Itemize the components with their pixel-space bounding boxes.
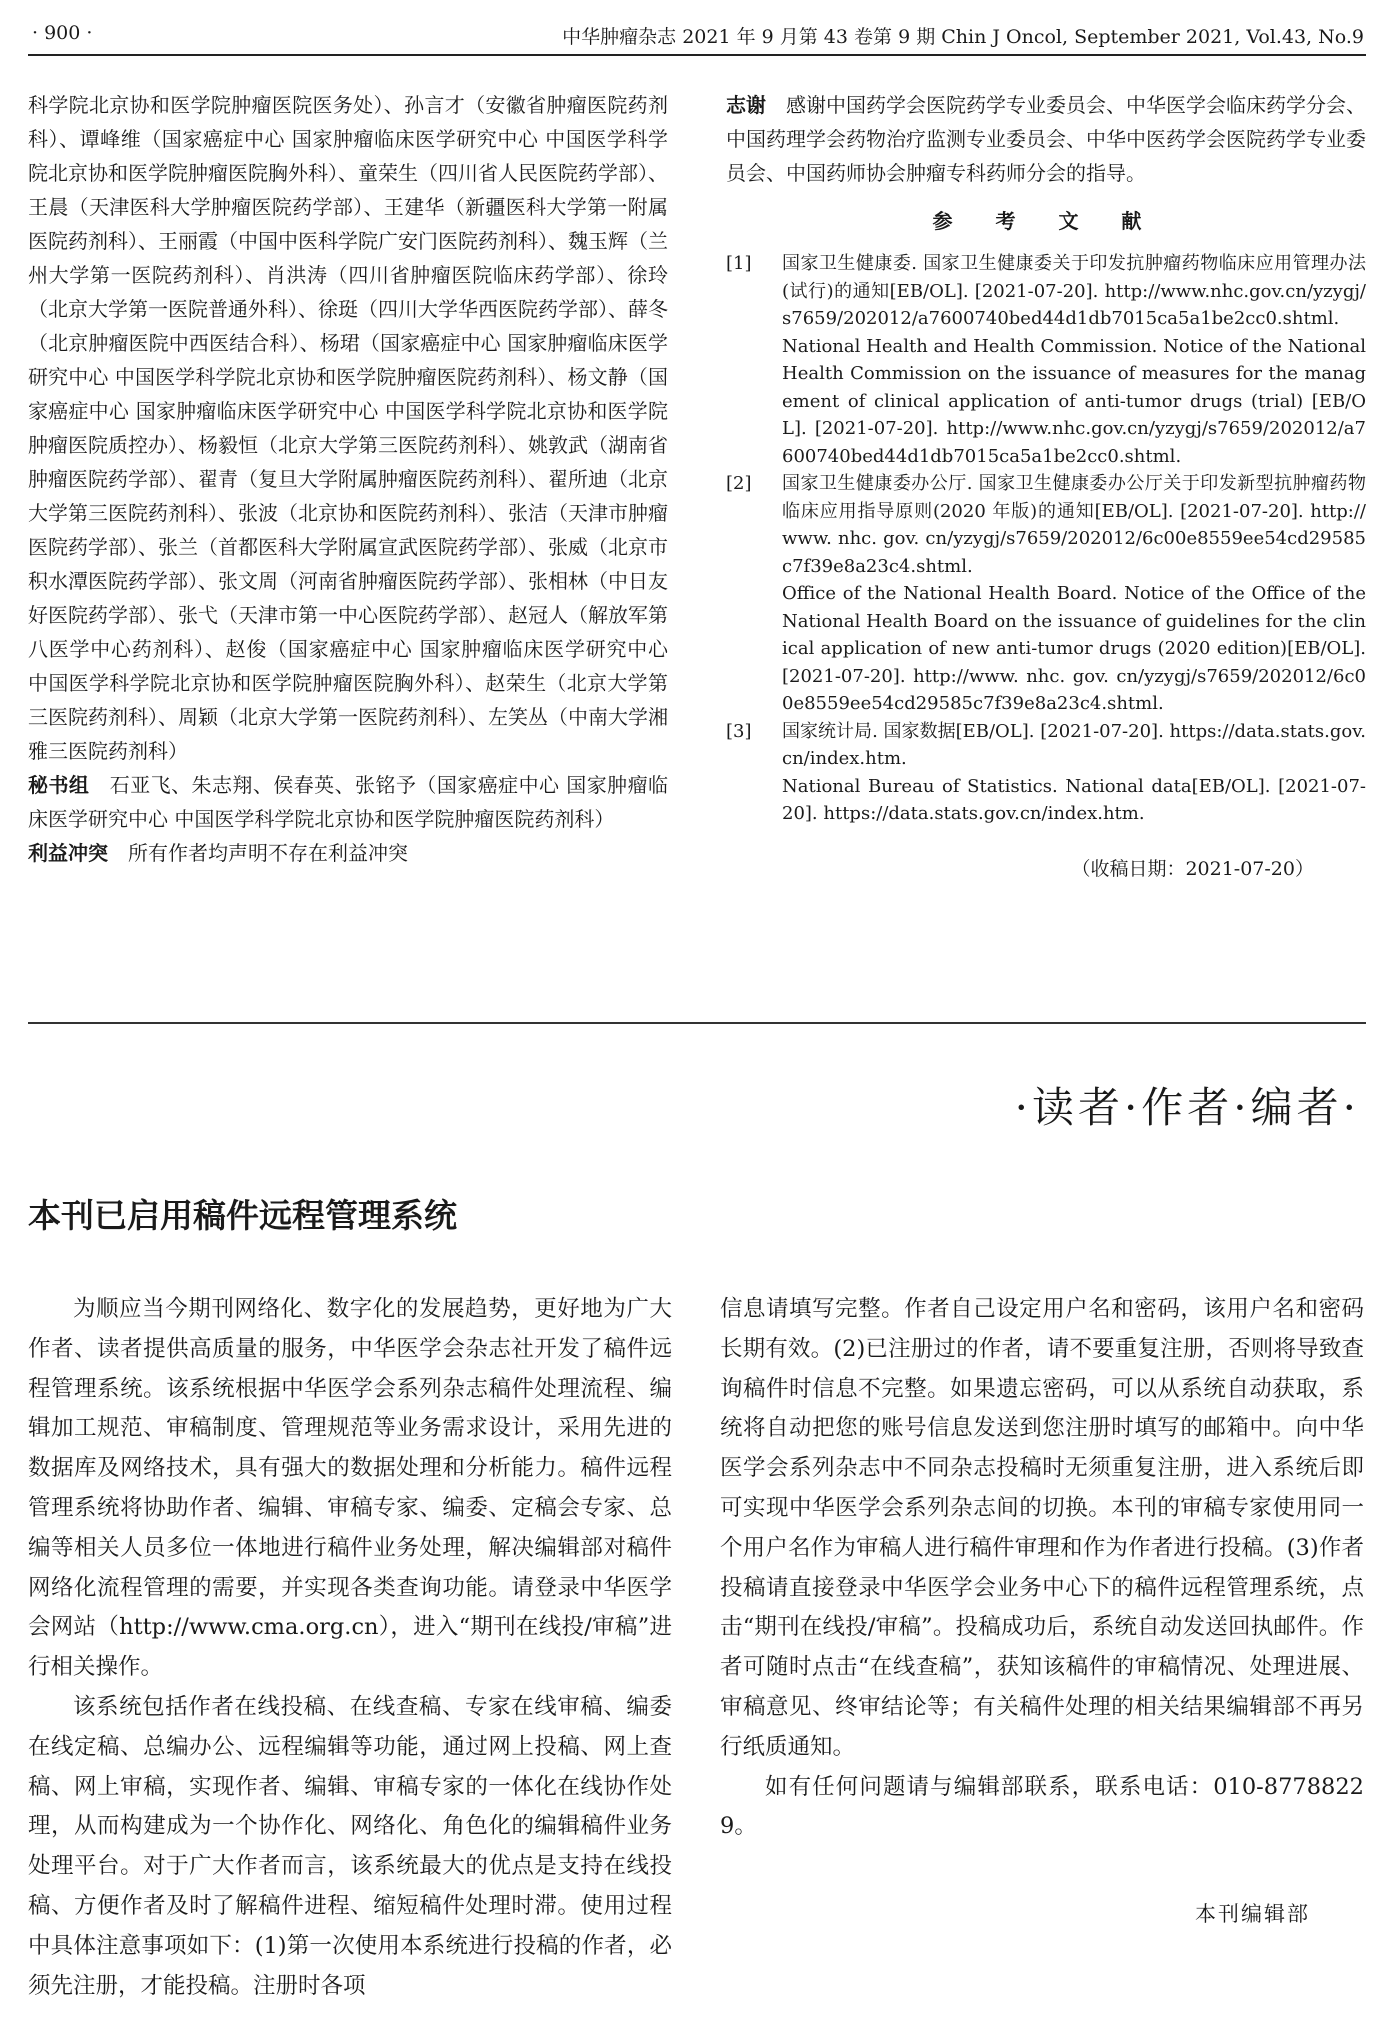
secretary-group bbox=[28, 768, 668, 836]
journal-header: 中华肿瘤杂志 2021 年 9 月第 43 卷第 9 期 Chin J Oncol, September 2021, Vol.43, No.9 bbox=[562, 26, 1364, 48]
reference-text-en: National Bureau of Statistics. National data[EB/OL]. [2021-07-20]. https://data.stats.gov.cn/index.htm. bbox=[782, 775, 1366, 824]
reference-item bbox=[726, 718, 1366, 828]
reference-number: [3] bbox=[726, 720, 752, 742]
conflict-statement bbox=[28, 836, 668, 870]
reference-number: [2] bbox=[726, 473, 752, 494]
acknowledgement bbox=[726, 88, 1366, 190]
ack-label: 志谢 bbox=[726, 93, 766, 117]
editorial-signature: 本刊编辑部 bbox=[1195, 1902, 1310, 1927]
reference-text-en: Office of the National Health Board. Notice of the Office of the National Health Board on the issuance of guidelines for the clinical application of new anti-tumor drugs (2020 edition)[EB/OL]. [2021-07-20]. http://www. nhc. gov. cn/yzygj/s7659/202012/6c00e8559ee54cd29585c7f39e8a23c4.shtml. bbox=[782, 583, 1366, 714]
header-rule bbox=[28, 54, 1366, 56]
article-left-column bbox=[28, 1290, 672, 2006]
article-paragraph: 为顺应当今期刊网络化、数字化的发展趋势，更好地为广大作者、读者提供高质量的服务，中华医学会杂志社开发了稿件远程管理系统。该系统根据中华医学会系列杂志稿件处理流程、编辑加工规范、审稿制度、管理规范等业务需求设计，采用先进的数据库及网络技术，具有强大的数据处理和分析能力。稿件远程管理系统将协助作者、编辑、审稿专家、编委、定稿会专家、总编等相关人员多位一体地进行稿件业务处理，解决编辑部对稿件网络化流程管理的需要，并实现各类查询功能。请登录中华医学会网站（http://www.cma.org.cn），进入“期刊在线投/审稿”进行相关操作。 bbox=[28, 1296, 672, 1681]
article-title: 本刊已启用稿件远程管理系统 bbox=[28, 1196, 457, 1235]
reference-item bbox=[726, 250, 1366, 470]
article-right-column bbox=[720, 1290, 1364, 1935]
reference-number: [1] bbox=[726, 253, 752, 274]
section-label: ·读者·作者·编者· bbox=[1014, 1083, 1360, 1132]
article-paragraph: 信息请填写完整。作者自己设定用户名和密码，该用户名和密码长期有效。(2)已注册过的作者，请不要重复注册，否则将导致查询稿件时信息不完整。如果遗忘密码，可以从系统自动获取，系统将自动把您的账号信息发送到您注册时填写的邮箱中。向中华医学会系列杂志中不同杂志投稿时无须重复注册，进入系统后即可实现中华医学会系列杂志间的切换。本刊的审稿专家使用同一个用户名作为审稿人进行稿件审理和作为作者进行投稿。(3)作者投稿请直接登录中华医学会业务中心下的稿件远程管理系统，点击“期刊在线投/审稿”。投稿成功后，系统自动发送回执邮件。作者可随时点击“在线查稿”，获知该稿件的审稿情况、处理进展、审稿意见、终审结论等；有关稿件处理的相关结果编辑部不再另行纸质通知。 bbox=[720, 1296, 1364, 1760]
reference-item bbox=[726, 470, 1366, 718]
contributors-list: 科学院北京协和医学院肿瘤医院医务处）、孙言才（安徽省肿瘤医院药剂科）、谭峰维（国家癌症中心 国家肿瘤临床医学研究中心 中国医学科学院北京协和医学院肿瘤医院胸外科）、童荣生（四川省人民医院药学部）、王晨（天津医科大学肿瘤医院药学部）、王建华（新疆医科大学第一附属医院药剂科）、王丽霞（中国中医科学院广安门医院药剂科）、魏玉辉（兰州大学第一医院药剂科）、肖洪涛（四川省肿瘤医院临床药学部）、徐玲（北京大学第一医院普通外科）、徐珽（四川大学华西医院药学部）、薛冬（北京肿瘤医院中西医结合科）、杨珺（国家癌症中心 国家肿瘤临床医学研究中心 中国医学科学院北京协和医学院肿瘤医院药剂科）、杨文静（国家癌症中心 国家肿瘤临床医学研究中心 中国医学科学院北京协和医学院肿瘤医院质控办）、杨毅恒（北京大学第三医院药剂科）、姚敦武（湖南省肿瘤医院药学部）、翟青（复旦大学附属肿瘤医院药剂科）、翟所迪（北京大学第三医院药剂科）、张波（北京协和医院药剂科）、张洁（天津市肿瘤医院药学部）、张兰（首都医科大学附属宣武医院药学部）、张威（北京市积水潭医院药学部）、张文周（河南省肿瘤医院药学部）、张相林（中日友好医院药学部）、张弋（天津市第一中心医院药学部）、赵冠人（解放军第八医学中心药剂科）、赵俊（国家癌症中心 国家肿瘤临床医学研究中心 中国医学科学院北京协和医学院肿瘤医院胸外科）、赵荣生（北京大学第三医院药剂科）、周颖（北京大学第一医院药剂科）、左笑丛（中南大学湘雅三医院药剂科） bbox=[28, 93, 668, 763]
reference-text-en: National Health and Health Commission. Notice of the National Health Commission on the issuance of measures for the management of clinical application of anti-tumor drugs (trial) [EB/OL]. [2021-07-20]. http://www.nhc.gov.cn/yzygj/s7659/202012/a7600740bed44d1db7015ca5a1be2cc0.shtml. bbox=[782, 335, 1366, 467]
reference-text: 国家统计局. 国家数据[EB/OL]. [2021-07-20]. https://data.stats.gov.cn/index.htm. bbox=[782, 720, 1366, 769]
reference-text: 国家卫生健康委. 国家卫生健康委关于印发抗肿瘤药物临床应用管理办法(试行)的通知[EB/OL]. [2021-07-20]. http://www.nhc.gov.cn/yzygj/s7659/202012/a7600740bed44d1db7015ca5a1be2cc0.shtml. bbox=[782, 253, 1366, 329]
page-number: · 900 · bbox=[32, 22, 93, 44]
references-heading: 参 考 文 献 bbox=[932, 209, 1160, 233]
secretary-text: 石亚飞、朱志翔、侯春英、张铭予（国家癌症中心 国家肿瘤临床医学研究中心 中国医学科学院北京协和医学院肿瘤医院药剂科） bbox=[28, 773, 669, 831]
received-date: （收稿日期：2021-07-20） bbox=[1071, 857, 1314, 880]
conflict-label: 利益冲突 bbox=[28, 841, 108, 865]
left-upper-column bbox=[28, 88, 668, 870]
ack-text: 感谢中国药学会医院药学专业委员会、中华医学会临床药学分会、中国药理学会药物治疗监测专业委员会、中华中医药学会医院药学专业委员会、中国药师协会肿瘤专科药师分会的指导。 bbox=[726, 93, 1366, 185]
conflict-text: 所有作者均声明不存在利益冲突 bbox=[128, 841, 408, 865]
right-upper-column bbox=[726, 88, 1366, 886]
section-divider bbox=[28, 1022, 1366, 1024]
reference-text: 国家卫生健康委办公厅. 国家卫生健康委办公厅关于印发新型抗肿瘤药物临床应用指导原则(2020 年版)的通知[EB/OL]. [2021-07-20]. http://www. nhc. gov. cn/yzygj/s7659/202012/6c00e8559ee54cd29585c7f39e8a23c4.shtml. bbox=[782, 473, 1366, 577]
contact-paragraph: 如有任何问题请与编辑部联系，联系电话：010-87788229。 bbox=[720, 1773, 1364, 1840]
references-list bbox=[726, 250, 1366, 828]
article-paragraph: 该系统包括作者在线投稿、在线查稿、专家在线审稿、编委在线定稿、总编办公、远程编辑等功能，通过网上投稿、网上查稿、网上审稿，实现作者、编辑、审稿专家的一体化在线协作处理，从而构建成为一个协作化、网络化、角色化的编辑稿件业务处理平台。对于广大作者而言，该系统最大的优点是支持在线投稿、方便作者及时了解稿件进程、缩短稿件处理时滞。使用过程中具体注意事项如下：(1)第一次使用本系统进行投稿的作者，必须先注册，才能投稿。注册时各项 bbox=[28, 1693, 672, 1999]
secretary-label: 秘书组 bbox=[28, 773, 90, 797]
